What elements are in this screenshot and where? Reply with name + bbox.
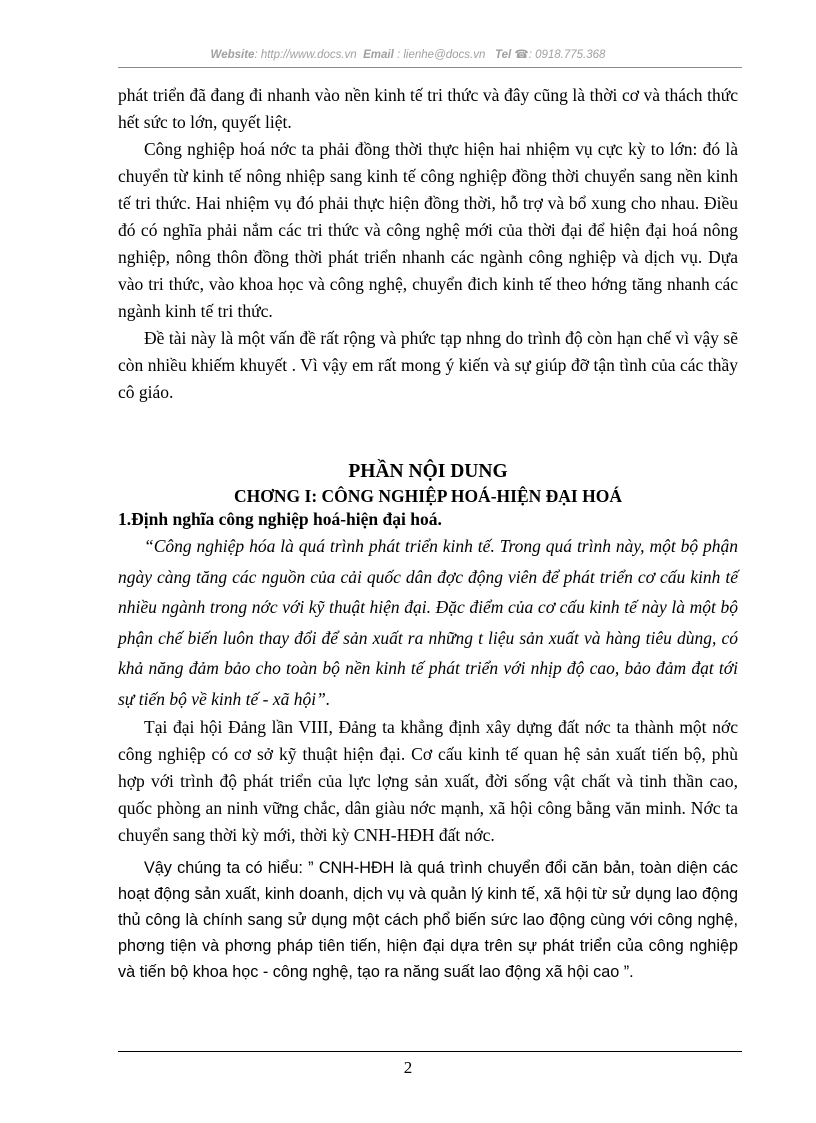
header-divider — [118, 67, 742, 68]
document-body — [118, 82, 738, 985]
part-title: PHẦN NỘI DUNG — [348, 461, 508, 482]
email-label: Email — [363, 49, 394, 61]
footer-divider — [118, 1051, 742, 1052]
website-label: Website — [210, 49, 255, 61]
phone-icon: ☎ — [514, 49, 529, 61]
tel-value: : 0918.775.368 — [528, 49, 606, 61]
paragraph-1: phát triển đã đang đi nhanh vào nền kinh tế tri thức và đây cũng là thời cơ và thách thức hết sức to lớn, quyết liệt. — [118, 85, 738, 132]
paragraph-3: Đề tài này là một vấn đề rất rộng và phức tạp nhng do trình độ còn hạn chế vì vậy sẽ còn nhiều khiếm khuyết . Vì vậy em rất mong ý kiến và sự giúp đỡ tận tình của các thầy cô giáo. — [118, 328, 738, 402]
section-title: 1.Định nghĩa công nghiệp hoá-hiện đại hoá. — [118, 509, 442, 529]
paragraph-5: Vậy chúng ta có hiểu: ” CNH-HĐH là quá trình chuyển đổi căn bản, toàn diện các hoạt động sản xuất, kinh doanh, dịch vụ và quản lý kinh tế, xã hội từ sử dụng lao động thủ công là chính sang sử dụng một cách phổ biến sức lao động cùng với công nghệ, phơng tiện và phơng pháp tiên tiến, hiện đại dựa trên sự phát triển của công nghiệp và tiến bộ khoa học - công nghệ, tạo ra năng suất lao động xã hội cao ”. — [118, 859, 738, 981]
tel-label: Tel — [494, 49, 512, 61]
email-value: : lienhe@docs.vn — [396, 49, 486, 61]
definition-quote: “Công nghiệp hóa là quá trình phát triển kinh tế. Trong quá trình này, một bộ phận ngày càng tăng các nguồn của cải quốc dân đợc động viên để phát triển cơ cấu kinh tế nhiều ngành trong nớc với kỹ thuật hiện đại. Đặc điểm của cơ cấu kinh tế này là một bộ phận chế biến luôn thay đổi để sản xuất ra những t liệu sản xuất và hàng tiêu dùng, có khả năng đảm bảo cho toàn bộ nền kinh tế phát triển với nhịp độ cao, bảo đảm đạt tới sự tiến bộ về kinh tế - xã hội”. — [118, 536, 738, 709]
website-value: : http://www.docs.vn — [254, 49, 357, 61]
paragraph-2: Công nghiệp hoá nớc ta phải đồng thời thực hiện hai nhiệm vụ cực kỳ to lớn: đó là chuyển từ kinh tế nông nhiệp sang kinh tế công nghiệp đồng thời chuyển sang nền kinh tế tri thức. Hai nhiệm vụ đó phải thực hiện đồng thời, hỗ trợ và bổ xung cho nhau. Điều đó có nghĩa phải nắm các tri thức và công nghệ mới của thời đại để hiện đại hoá nông nghiệp, nông thôn đồng thời phát triển nhanh các ngành công nghiệp và dịch vụ. Dựa vào tri thức, vào khoa học và công nghệ, chuyển đich kinh tế theo hớng tăng nhanh các ngành kinh tế tri thức. — [118, 139, 738, 321]
paragraph-4: Tại đại hội Đảng lần VIII, Đảng ta khẳng định xây dựng đất nớc ta thành một nớc công nghiệp có cơ sở kỹ thuật hiện đại. Cơ cấu kinh tế quan hệ sản xuất tiến bộ, phù hợp với trình độ phát triển của lực lợng sản xuất, đời sống vật chất và tinh thần cao, quốc phòng an ninh vững chắc, dân giàu nớc mạnh, xã hội công bằng văn minh. Nớc ta chuyển sang thời kỳ mới, thời kỳ CNH-HĐH đất nớc. — [118, 717, 738, 845]
page-number: 2 — [403, 1058, 413, 1077]
page-header — [0, 47, 816, 61]
chapter-title: CHƠNG I: CÔNG NGHIỆP HOÁ-HIỆN ĐẠI HOÁ — [234, 486, 622, 506]
